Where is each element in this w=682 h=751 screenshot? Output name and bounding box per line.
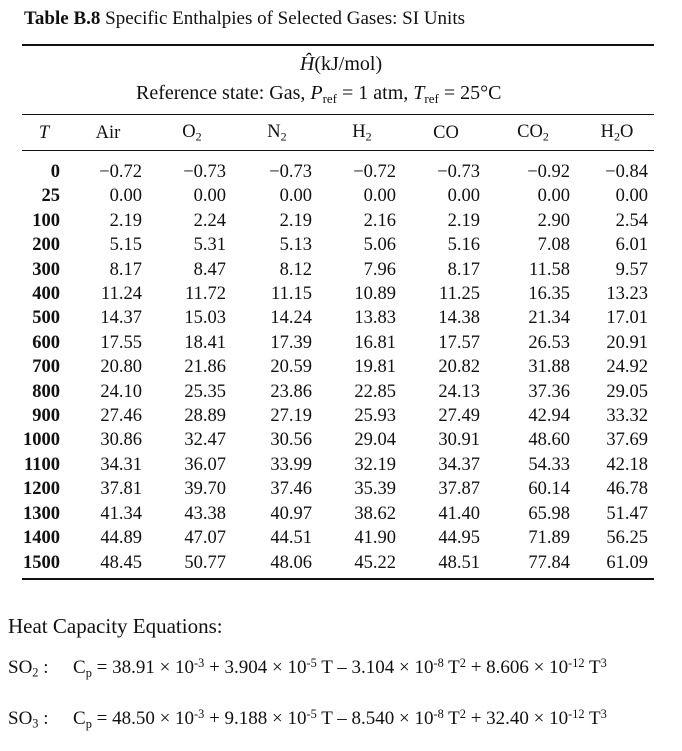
table-row bbox=[22, 184, 656, 208]
enthalpy-cell-n2: 33.99 bbox=[270, 454, 312, 475]
table-row bbox=[22, 258, 656, 282]
enthalpy-cell-co: 24.13 bbox=[438, 381, 480, 402]
enthalpy-cell-h2o: 24.92 bbox=[606, 357, 648, 378]
enthalpy-cell-o2: 18.41 bbox=[184, 332, 226, 353]
so3-exp-3: -8 bbox=[433, 707, 444, 721]
pressure-subscript: ref bbox=[322, 90, 338, 106]
n2-subscript: 2 bbox=[280, 129, 287, 144]
so2-exp-4: 2 bbox=[459, 656, 466, 670]
table-row bbox=[22, 148, 656, 184]
col-header-h2 bbox=[320, 118, 404, 148]
enthalpy-cell-n2: 37.46 bbox=[270, 479, 312, 500]
enthalpy-cell-air: 11.24 bbox=[101, 284, 142, 305]
enthalpy-cell-h2: 5.06 bbox=[363, 235, 396, 256]
temperature-subscript: ref bbox=[424, 90, 439, 106]
table-row bbox=[22, 209, 656, 233]
table-row bbox=[22, 404, 656, 428]
enthalpy-cell-h2: 29.04 bbox=[354, 430, 396, 451]
enthalpy-cell-n2: 40.97 bbox=[270, 503, 312, 524]
enthalpy-cell-o2: 15.03 bbox=[184, 308, 226, 329]
table-body bbox=[22, 148, 656, 575]
enthalpy-cell-h2: 19.81 bbox=[354, 357, 396, 378]
table-caption bbox=[24, 8, 465, 30]
enthalpy-cell-o2: 2.24 bbox=[193, 210, 226, 231]
enthalpy-cell-o2: 39.70 bbox=[184, 479, 226, 500]
so2-colon: : bbox=[38, 657, 49, 679]
table-row bbox=[22, 428, 656, 452]
temperature-cell: 1000 bbox=[23, 430, 60, 451]
enthalpy-cell-n2: 30.56 bbox=[270, 430, 312, 451]
enthalpy-cell-o2: −0.73 bbox=[183, 162, 226, 182]
co2-subscript: 2 bbox=[542, 129, 549, 144]
enthalpy-cell-co2: 48.60 bbox=[528, 430, 570, 451]
bottom-rule bbox=[22, 578, 654, 580]
enthalpy-cell-n2: 20.59 bbox=[270, 357, 312, 378]
h2o-label-h: H bbox=[600, 121, 614, 142]
enthalpy-cell-o2: 32.47 bbox=[184, 430, 226, 451]
co2-label: CO bbox=[517, 121, 543, 142]
so3-exp-6: 3 bbox=[600, 707, 607, 721]
so2-exp-1: -3 bbox=[194, 656, 205, 670]
col-header-n2 bbox=[234, 118, 320, 148]
enthalpy-cell-co2: 2.90 bbox=[537, 210, 570, 231]
enthalpy-cell-co2: 0.00 bbox=[537, 186, 570, 207]
enthalpy-cell-co2: 42.94 bbox=[528, 406, 570, 427]
enthalpy-cell-n2: 14.24 bbox=[270, 308, 312, 329]
enthalpy-cell-h2: 13.83 bbox=[354, 308, 396, 329]
enthalpy-cell-co: 34.37 bbox=[438, 454, 480, 475]
so2-gas: SO bbox=[8, 657, 33, 679]
enthalpy-cell-h2o: 61.09 bbox=[606, 552, 648, 573]
enthalpy-cell-air: 34.31 bbox=[100, 454, 142, 475]
enthalpy-cell-co: 11.25 bbox=[439, 284, 480, 305]
enthalpy-cell-n2: 5.13 bbox=[279, 235, 312, 256]
so2-term-1: = 38.91 × 10 bbox=[91, 657, 195, 679]
enthalpy-cell-o2: 0.00 bbox=[193, 186, 226, 207]
table-row bbox=[22, 502, 656, 526]
so2-exp-2: -5 bbox=[306, 656, 317, 670]
enthalpy-cell-h2: 10.89 bbox=[354, 284, 396, 305]
enthalpy-cell-co2: 65.98 bbox=[528, 503, 570, 524]
temperature-cell: 1300 bbox=[23, 503, 60, 524]
enthalpy-cell-h2: 16.81 bbox=[354, 332, 396, 353]
so2-cp: C bbox=[73, 657, 86, 679]
enthalpy-cell-o2: 43.38 bbox=[184, 503, 226, 524]
enthalpy-cell-air: 24.10 bbox=[100, 381, 142, 402]
enthalpy-cell-n2: 17.39 bbox=[270, 332, 312, 353]
enthalpy-cell-n2: 0.00 bbox=[279, 186, 312, 207]
enthalpy-cell-o2: 21.86 bbox=[184, 357, 226, 378]
enthalpy-cell-h2o: 42.18 bbox=[606, 454, 648, 475]
col-header-co2 bbox=[488, 118, 578, 148]
enthalpy-cell-co: 2.19 bbox=[447, 210, 480, 231]
so3-exp-1: -3 bbox=[194, 707, 205, 721]
enthalpy-cell-co: 0.00 bbox=[447, 186, 480, 207]
enthalpy-cell-co: 27.49 bbox=[438, 406, 480, 427]
temperature-cell: 800 bbox=[32, 381, 60, 402]
col-header-air: Air bbox=[95, 122, 121, 143]
so2-exp-6: 3 bbox=[600, 656, 607, 670]
enthalpy-cell-air: 17.55 bbox=[100, 332, 142, 353]
temperature-cell: 100 bbox=[32, 210, 60, 231]
pressure-symbol: P bbox=[310, 82, 323, 104]
so3-term-4: T bbox=[443, 708, 460, 730]
table-row bbox=[22, 331, 656, 355]
enthalpy-cell-o2: 36.07 bbox=[184, 454, 226, 475]
enthalpy-cell-co2: 7.08 bbox=[537, 235, 570, 256]
enthalpy-cell-co2: 16.35 bbox=[528, 284, 570, 305]
so3-gas-subscript: 3 bbox=[32, 716, 39, 731]
enthalpy-cell-co: 14.38 bbox=[438, 308, 480, 329]
enthalpy-cell-n2: 2.19 bbox=[279, 210, 312, 231]
enthalpy-cell-air: 20.80 bbox=[100, 357, 142, 378]
temperature-cell: 1500 bbox=[23, 552, 60, 573]
enthalpy-cell-h2o: 33.32 bbox=[606, 406, 648, 427]
so2-gas-subscript: 2 bbox=[32, 665, 39, 680]
enthalpy-symbol: Ĥ bbox=[299, 53, 315, 75]
temperature-cell: 600 bbox=[32, 332, 60, 353]
heat-capacity-title: Heat Capacity Equations: bbox=[8, 614, 223, 638]
enthalpy-cell-h2: 2.16 bbox=[363, 210, 396, 231]
so3-term-2: + 9.188 × 10 bbox=[204, 708, 307, 730]
enthalpy-cell-n2: 48.06 bbox=[270, 552, 312, 573]
temperature-cell: 500 bbox=[32, 308, 60, 329]
enthalpy-cell-o2: 8.47 bbox=[193, 259, 226, 280]
table-row bbox=[22, 526, 656, 550]
enthalpy-cell-n2: 44.51 bbox=[270, 528, 312, 549]
so2-exp-3: -8 bbox=[433, 656, 444, 670]
temperature-cell: 1400 bbox=[23, 528, 60, 549]
enthalpy-cell-o2: 5.31 bbox=[193, 235, 226, 256]
enthalpy-cell-n2: 23.86 bbox=[270, 381, 312, 402]
enthalpy-cell-air: 37.81 bbox=[100, 479, 142, 500]
enthalpy-cell-o2: 50.77 bbox=[184, 552, 226, 573]
enthalpy-cell-co: 44.95 bbox=[438, 528, 480, 549]
reference-prefix: Reference state: Gas, bbox=[136, 82, 311, 104]
enthalpy-cell-n2: 27.19 bbox=[270, 406, 312, 427]
enthalpy-cell-air: 27.46 bbox=[100, 406, 142, 427]
enthalpy-cell-h2: 35.39 bbox=[354, 479, 396, 500]
so3-exp-5: -12 bbox=[568, 707, 585, 721]
temperature-cell: 200 bbox=[32, 235, 60, 256]
temperature-cell: 1100 bbox=[24, 454, 60, 475]
enthalpy-cell-o2: 28.89 bbox=[184, 406, 226, 427]
so3-equation bbox=[8, 707, 607, 732]
temperature-cell: 300 bbox=[32, 259, 60, 280]
enthalpy-cell-air: −0.72 bbox=[99, 162, 142, 182]
enthalpy-cell-h2: 45.22 bbox=[354, 552, 396, 573]
enthalpy-cell-h2o: 46.78 bbox=[606, 479, 648, 500]
enthalpy-cell-air: 30.86 bbox=[100, 430, 142, 451]
enthalpy-cell-air: 0.00 bbox=[109, 186, 142, 207]
column-header-row bbox=[22, 118, 656, 148]
table-row bbox=[22, 233, 656, 257]
enthalpy-cell-o2: 25.35 bbox=[184, 381, 226, 402]
so3-term-6: T bbox=[584, 708, 601, 730]
enthalpy-cell-air: 5.15 bbox=[109, 235, 142, 256]
so3-term-3: T – 8.540 × 10 bbox=[316, 708, 434, 730]
enthalpy-cell-air: 41.34 bbox=[100, 503, 142, 524]
enthalpy-unit: (kJ/mol) bbox=[314, 53, 383, 75]
enthalpy-cell-co2: 21.34 bbox=[528, 308, 570, 329]
enthalpy-cell-co: 17.57 bbox=[438, 332, 480, 353]
enthalpy-cell-co2: 37.36 bbox=[528, 381, 570, 402]
so3-colon: : bbox=[38, 708, 49, 730]
so2-exp-5: -12 bbox=[568, 656, 585, 670]
so3-label bbox=[8, 708, 73, 732]
enthalpy-cell-co2: 31.88 bbox=[528, 357, 570, 378]
so3-term-5: + 32.40 × 10 bbox=[465, 708, 569, 730]
header-rule-top bbox=[22, 114, 654, 115]
so2-equation bbox=[8, 656, 607, 681]
table-row bbox=[22, 477, 656, 501]
enthalpy-cell-n2: 8.12 bbox=[279, 259, 312, 280]
unit-header bbox=[0, 53, 682, 76]
table-row bbox=[22, 282, 656, 306]
enthalpy-cell-co2: 71.89 bbox=[528, 528, 570, 549]
enthalpy-cell-h2: 38.62 bbox=[354, 503, 396, 524]
enthalpy-cell-co2: 60.14 bbox=[528, 479, 570, 500]
enthalpy-cell-h2o: 2.54 bbox=[615, 210, 648, 231]
table-label: Table B.8 bbox=[24, 8, 101, 29]
enthalpy-cell-air: 44.89 bbox=[100, 528, 142, 549]
enthalpy-cell-h2: 7.96 bbox=[363, 259, 396, 280]
temperature-cell: 1200 bbox=[23, 479, 60, 500]
enthalpy-cell-n2: 11.15 bbox=[271, 284, 312, 305]
so2-cp-subscript: p bbox=[85, 665, 92, 680]
table-row bbox=[22, 380, 656, 404]
enthalpy-cell-h2o: 9.57 bbox=[615, 259, 648, 280]
enthalpy-cell-o2: 47.07 bbox=[184, 528, 226, 549]
enthalpy-cell-co: 8.17 bbox=[447, 259, 480, 280]
enthalpy-cell-air: 8.17 bbox=[109, 259, 142, 280]
so3-cp: C bbox=[73, 708, 86, 730]
enthalpy-cell-co: 48.51 bbox=[438, 552, 480, 573]
temperature-cell: 0 bbox=[50, 162, 60, 182]
o2-subscript: 2 bbox=[195, 129, 202, 144]
h2o-subscript: 2 bbox=[613, 129, 620, 144]
table-title: Specific Enthalpies of Selected Gases: SI Units bbox=[105, 8, 465, 29]
enthalpy-table bbox=[22, 118, 656, 575]
enthalpy-cell-co2: 77.84 bbox=[528, 552, 570, 573]
temperature-value: = 25°C bbox=[438, 82, 502, 104]
enthalpy-cell-o2: 11.72 bbox=[185, 284, 226, 305]
temperature-cell: 400 bbox=[32, 284, 60, 305]
enthalpy-cell-h2o: 56.25 bbox=[606, 528, 648, 549]
enthalpy-cell-h2: 25.93 bbox=[354, 406, 396, 427]
enthalpy-cell-h2: 32.19 bbox=[354, 454, 396, 475]
enthalpy-cell-h2: 41.90 bbox=[354, 528, 396, 549]
so2-term-2: + 3.904 × 10 bbox=[204, 657, 307, 679]
h2-subscript: 2 bbox=[365, 129, 372, 144]
so3-exp-2: -5 bbox=[306, 707, 317, 721]
enthalpy-cell-h2o: 0.00 bbox=[615, 186, 648, 207]
so3-cp-subscript: p bbox=[85, 716, 92, 731]
enthalpy-cell-h2o: 37.69 bbox=[606, 430, 648, 451]
h2-label: H bbox=[352, 121, 366, 142]
enthalpy-cell-h2o: 13.23 bbox=[606, 284, 648, 305]
temperature-cell: 700 bbox=[32, 357, 60, 378]
so2-term-4: T bbox=[443, 657, 460, 679]
enthalpy-cell-h2: 22.85 bbox=[354, 381, 396, 402]
so2-term-3: T – 3.104 × 10 bbox=[316, 657, 434, 679]
enthalpy-cell-h2: −0.72 bbox=[353, 162, 396, 182]
table-row bbox=[22, 306, 656, 330]
col-header-h2o bbox=[578, 118, 656, 148]
table-row bbox=[22, 355, 656, 379]
so3-term-1: = 48.50 × 10 bbox=[91, 708, 195, 730]
enthalpy-cell-air: 2.19 bbox=[109, 210, 142, 231]
so3-exp-4: 2 bbox=[459, 707, 466, 721]
enthalpy-cell-co2: −0.92 bbox=[527, 162, 570, 182]
enthalpy-cell-h2o: 20.91 bbox=[606, 332, 648, 353]
o2-label: O bbox=[182, 121, 196, 142]
col-header-temperature: T bbox=[38, 122, 50, 143]
table-row bbox=[22, 551, 656, 575]
enthalpy-cell-co2: 26.53 bbox=[528, 332, 570, 353]
enthalpy-cell-co: 20.82 bbox=[438, 357, 480, 378]
enthalpy-cell-co: 5.16 bbox=[447, 235, 480, 256]
n2-label: N bbox=[267, 121, 281, 142]
enthalpy-cell-h2o: 6.01 bbox=[615, 235, 648, 256]
so3-gas: SO bbox=[8, 708, 33, 730]
so2-term-5: + 8.606 × 10 bbox=[465, 657, 569, 679]
enthalpy-cell-h2o: 17.01 bbox=[606, 308, 648, 329]
temperature-symbol: T bbox=[413, 82, 425, 104]
enthalpy-cell-air: 48.45 bbox=[100, 552, 142, 573]
table-row bbox=[22, 453, 656, 477]
enthalpy-cell-h2o: −0.84 bbox=[605, 162, 648, 182]
enthalpy-cell-co: 41.40 bbox=[438, 503, 480, 524]
temperature-cell: 900 bbox=[32, 406, 60, 427]
pressure-value: = 1 atm, bbox=[337, 82, 414, 104]
enthalpy-cell-air: 14.37 bbox=[100, 308, 142, 329]
reference-state bbox=[136, 82, 501, 107]
enthalpy-cell-co: 30.91 bbox=[438, 430, 480, 451]
so2-label bbox=[8, 657, 73, 681]
enthalpy-cell-n2: −0.73 bbox=[269, 162, 312, 182]
enthalpy-cell-h2: 0.00 bbox=[363, 186, 396, 207]
enthalpy-cell-h2o: 51.47 bbox=[606, 503, 648, 524]
top-rule bbox=[22, 44, 654, 46]
enthalpy-cell-co: 37.87 bbox=[438, 479, 480, 500]
col-header-co: CO bbox=[433, 122, 459, 143]
enthalpy-cell-co2: 54.33 bbox=[528, 454, 570, 475]
so2-term-6: T bbox=[584, 657, 601, 679]
col-header-o2 bbox=[150, 118, 234, 148]
enthalpy-cell-co2: 11.58 bbox=[529, 259, 570, 280]
enthalpy-cell-co: −0.73 bbox=[437, 162, 480, 182]
enthalpy-cell-h2o: 29.05 bbox=[606, 381, 648, 402]
temperature-cell: 25 bbox=[41, 186, 60, 207]
h2o-label-o: O bbox=[620, 121, 634, 142]
